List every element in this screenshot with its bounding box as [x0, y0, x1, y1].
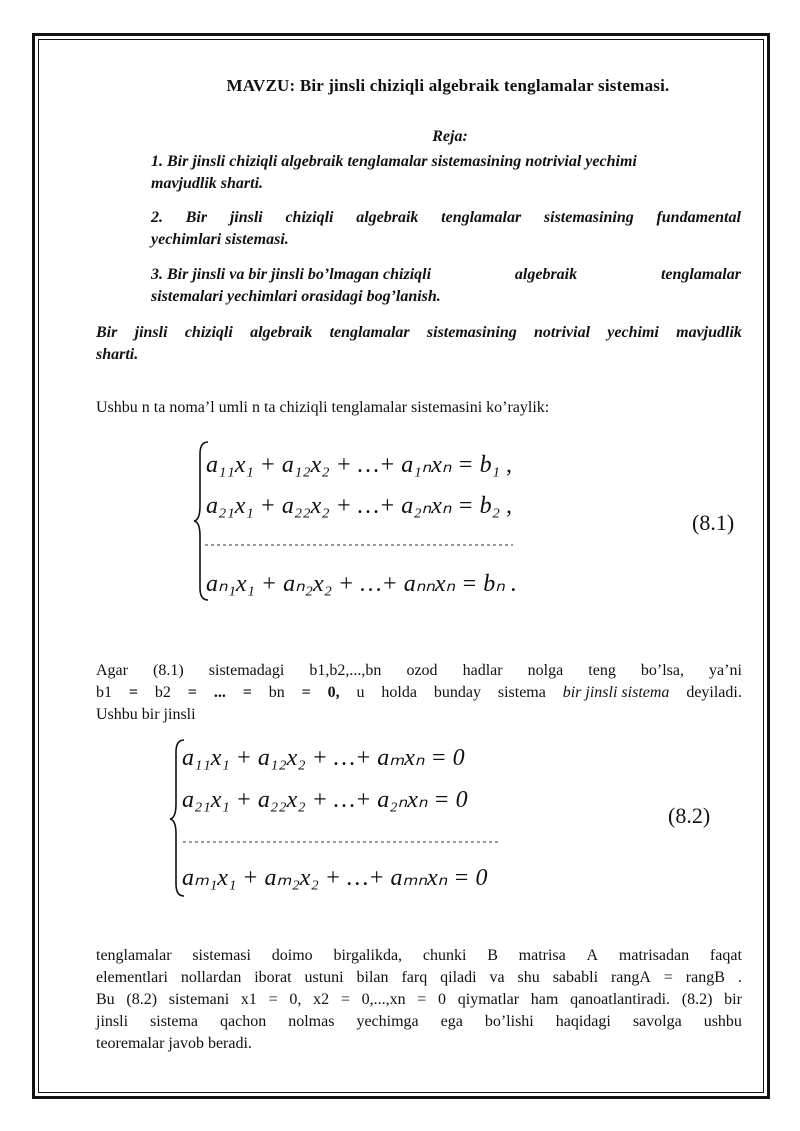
page-border-inner — [38, 39, 764, 1093]
word: b1,b2,...,bn — [309, 662, 382, 679]
subheading-line-1 — [96, 322, 742, 344]
equation-8-2-row-2: a₂₁x₁ + a₂₂x₂ + …+ a₂ₙxₙ = 0 — [182, 787, 468, 813]
word: = — [187, 684, 197, 701]
word: 0,...,xn — [361, 991, 406, 1008]
equation-8-2-label: (8.2) — [668, 803, 711, 828]
paragraph-3-line-2 — [96, 967, 742, 989]
paragraph-2-line-3: Ushbu bir jinsli — [96, 706, 196, 723]
word: jinsli — [229, 209, 263, 226]
word: yechimi — [607, 324, 659, 341]
word: sistemasi — [192, 947, 251, 964]
word: bir jinsli sistema — [562, 684, 670, 701]
word: fundamental — [656, 209, 741, 226]
word: chunki — [422, 947, 467, 964]
word: jinsli — [96, 1013, 129, 1030]
plan-item-3-line-1 — [151, 264, 741, 286]
word: sababli — [552, 969, 599, 986]
equation-8-1-row-2: a₂₁x₁ + a₂₂x₂ + …+ a₂ₙxₙ = b₂ , — [206, 493, 512, 519]
word: tenglamalar — [660, 266, 741, 283]
plan-item-1-line-2: mavjudlik sharti. — [151, 175, 264, 192]
paragraph-2-line-2 — [96, 682, 742, 704]
equation-8-1-row-3: aₙ₁x₁ + aₙ₂x₂ + …+ aₙₙxₙ = bₙ . — [206, 571, 517, 597]
paragraph-3-line-5: teoremalar javob beradi. — [96, 1035, 252, 1052]
plan-item-3 — [151, 264, 741, 308]
word: b1 — [96, 684, 112, 701]
word: sistemadagi — [208, 662, 285, 679]
paragraph-3-line-4 — [96, 1011, 742, 1033]
word: ustuni — [304, 969, 344, 986]
word: sistemani — [168, 991, 230, 1008]
document-title: MAVZU: Bir jinsli chiziqli algebraik tenglamalar sistemasi. — [226, 76, 670, 95]
word: haqidagi — [555, 1013, 611, 1030]
word: 0, — [327, 684, 340, 701]
plan-item-2 — [151, 207, 741, 251]
word: . — [737, 969, 742, 986]
word: = — [128, 684, 139, 701]
word: = — [663, 969, 673, 986]
paragraph-3-line-1 — [96, 945, 742, 967]
plan-item-2-line-2: yechimlari sistemasi. — [151, 231, 289, 248]
word: doimo — [271, 947, 313, 964]
word: bn — [268, 684, 285, 701]
word: sistema — [497, 684, 546, 701]
word: (8.1) — [153, 662, 184, 679]
word: = — [301, 684, 311, 701]
word: rangB — [685, 969, 725, 986]
word: sistemasining — [426, 324, 517, 341]
word: holda — [381, 684, 417, 701]
word: ega — [440, 1013, 463, 1030]
word: u — [356, 684, 365, 701]
word: 0, — [289, 991, 302, 1008]
word: Bir — [96, 324, 118, 341]
word: shu — [517, 969, 540, 986]
equation-8-1-row-1: a₁₁x₁ + a₁₂x₂ + …+ a₁ₙxₙ = b₁ , — [206, 452, 512, 478]
word: chiziqli — [184, 324, 233, 341]
word: B — [487, 947, 498, 964]
word: A — [586, 947, 599, 964]
word: bo’lsa, — [640, 662, 684, 679]
word: qiladi — [440, 969, 477, 986]
word: matrisa — [518, 947, 566, 964]
word: Bir — [185, 209, 208, 226]
word: hadlar — [462, 662, 503, 679]
word: nolmas — [288, 1013, 335, 1030]
word: sistema — [150, 1013, 199, 1030]
section-subheading — [96, 322, 742, 366]
word: qachon — [220, 1013, 267, 1030]
word: ushbu — [703, 1013, 742, 1030]
word: deyiladi. — [686, 684, 742, 701]
word: tenglamalar — [96, 947, 172, 964]
word: Bu — [96, 991, 115, 1008]
word: teng — [588, 662, 616, 679]
word: nolga — [527, 662, 564, 679]
word: matrisadan — [618, 947, 690, 964]
plan-heading: Reja: — [432, 128, 468, 145]
word: (8.2) — [126, 991, 158, 1008]
plan-item-3-line-2: sistemalari yechimlari orasidagi bog’lanish. — [151, 288, 441, 305]
word: algebraik — [250, 324, 313, 341]
word: sistemasining — [543, 209, 634, 226]
word: savolga — [632, 1013, 682, 1030]
word: ham — [530, 991, 559, 1008]
word: = — [417, 991, 427, 1008]
word: = — [268, 991, 278, 1008]
word: birgalikda, — [333, 947, 403, 964]
equation-8-2-row-1: a₁₁x₁ + a₁₂x₂ + …+ aₘxₙ = 0 — [182, 745, 465, 771]
word: va — [489, 969, 505, 986]
word: algebraik — [514, 266, 578, 283]
word: b2 — [154, 684, 171, 701]
word: tenglamalar — [441, 209, 522, 226]
word: x1 — [240, 991, 257, 1008]
word: = — [242, 684, 252, 701]
word: bo’lishi — [484, 1013, 534, 1030]
equation-8-1-dotted-row — [205, 543, 515, 547]
word: ... — [213, 684, 226, 701]
word: algebraik — [356, 209, 419, 226]
paragraph-consistency — [96, 945, 742, 1055]
word: rangA — [610, 969, 651, 986]
word: qanoatlantiradi. — [570, 991, 671, 1008]
word: farq — [401, 969, 428, 986]
word: yechimga — [356, 1013, 419, 1030]
word: bunday — [433, 684, 481, 701]
word: = — [340, 991, 350, 1008]
word: faqat — [709, 947, 742, 964]
word: 3. Bir jinsli va bir jinsli bo’lmagan chiziqli — [151, 266, 432, 283]
paragraph-2-line-1 — [96, 660, 742, 682]
word: chiziqli — [285, 209, 334, 226]
plan-item-2-line-1 — [151, 207, 741, 229]
equation-8-2-row-3: aₘ₁x₁ + aₘ₂x₂ + …+ aₘₙxₙ = 0 — [182, 865, 488, 891]
word: Agar — [96, 662, 128, 679]
word: iborat — [254, 969, 292, 986]
word: mavjudlik — [676, 324, 742, 341]
word: 0 — [438, 991, 447, 1008]
word: 2. — [151, 209, 163, 226]
paragraph-homogeneous-definition — [96, 660, 742, 726]
intro-paragraph: Ushbu n ta noma’l umli n ta chiziqli tenglamalar sistemasini ko’raylik: — [96, 399, 550, 416]
word: (8.2) — [681, 991, 713, 1008]
word: elementlari — [96, 969, 168, 986]
word: qiymatlar — [457, 991, 520, 1008]
word: ozod — [406, 662, 438, 679]
equation-8-2-dotted-row — [183, 840, 503, 844]
word: nollardan — [180, 969, 242, 986]
word: bilan — [356, 969, 389, 986]
word: ya’ni — [709, 662, 742, 679]
paragraph-3-line-3 — [96, 989, 742, 1011]
word: notrivial — [534, 324, 591, 341]
equation-8-1-label: (8.1) — [692, 510, 735, 535]
word: jinsli — [134, 324, 168, 341]
subheading-line-2: sharti. — [96, 346, 139, 363]
plan-item-1 — [151, 151, 741, 195]
word: bir — [724, 991, 742, 1008]
plan-item-1-line-1: 1. Bir jinsli chiziqli algebraik tenglamalar sistemasining notrivial yechimi — [151, 153, 637, 170]
word: x2 — [313, 991, 330, 1008]
word: tenglamalar — [329, 324, 410, 341]
